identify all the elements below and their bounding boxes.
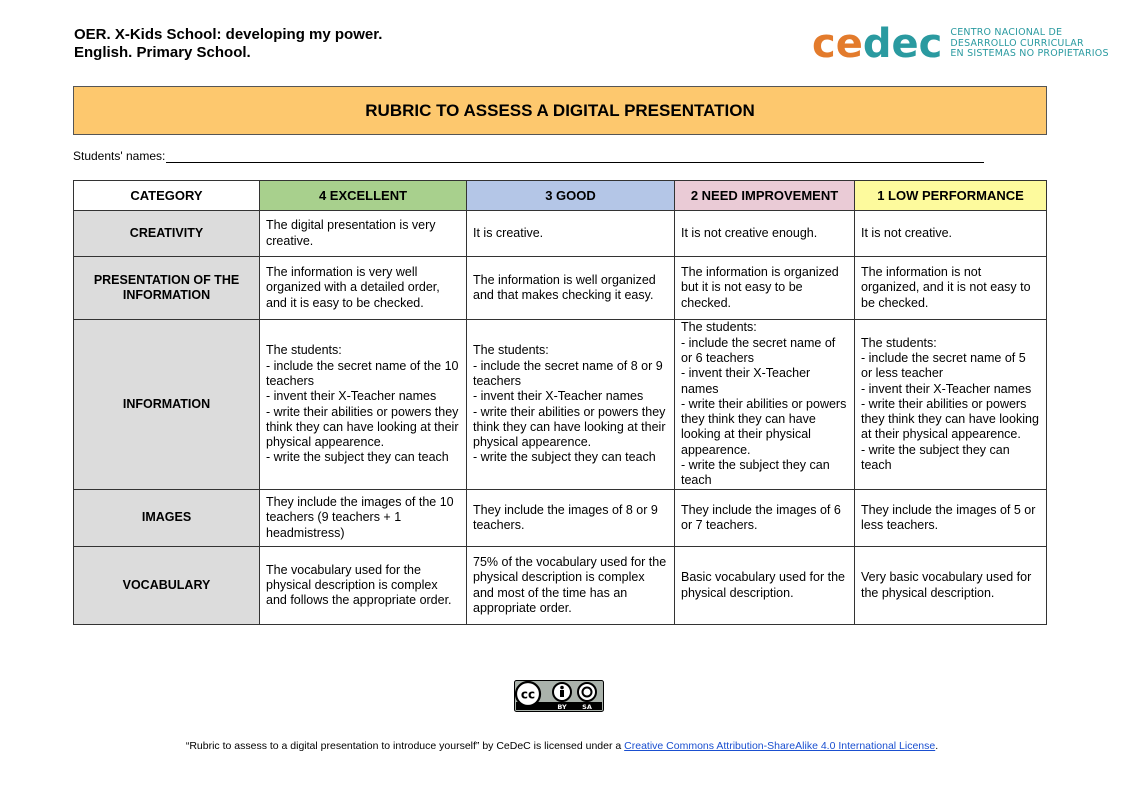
svg-text:cc: cc xyxy=(520,687,536,702)
cell-excellent: The information is very well organized with a detailed order, and it is easy to be checked. xyxy=(260,257,467,320)
cell-excellent: The digital presentation is very creative. xyxy=(260,211,467,257)
header-excellent: 4 EXCELLENT xyxy=(260,181,467,211)
cc-by-sa-license-badge[interactable] xyxy=(514,680,604,712)
cell-low-performance: It is not creative. xyxy=(855,211,1047,257)
license-link[interactable]: Creative Commons Attribution-ShareAlike 4.0 International License xyxy=(624,740,936,752)
license-footer xyxy=(0,740,1124,752)
row-category: INFORMATION xyxy=(74,320,260,490)
cell-good: 75% of the vocabulary used for the physical description is complex and most of the time has an appropriate order. xyxy=(467,547,675,625)
share-alike-icon xyxy=(578,683,596,701)
table-row xyxy=(74,490,1047,547)
cell-good: The students: - include the secret name of 8 or 9 teachers - invent their X-Teacher names - write their abilities or powers they think they can have looking at their physical appearence. - write the subject they can teach xyxy=(467,320,675,490)
row-category: IMAGES xyxy=(74,490,260,547)
logo-wordmark: cedec xyxy=(812,21,943,67)
license-end: . xyxy=(935,740,939,752)
cell-excellent: The vocabulary used for the physical description is complex and follows the appropriate order. xyxy=(260,547,467,625)
row-category: CREATIVITY xyxy=(74,211,260,257)
attribution-icon xyxy=(553,683,571,701)
cell-need-improvement: Basic vocabulary used for the physical description. xyxy=(675,547,855,625)
logo-subtitle: CENTRO NACIONAL DE DESARROLLO CURRICULAR EN SISTEMAS NO PROPIETARIOS xyxy=(950,27,1109,60)
header-low-performance: 1 LOW PERFORMANCE xyxy=(855,181,1047,211)
header-need-improvement: 2 NEED IMPROVEMENT xyxy=(675,181,855,211)
cell-good: It is creative. xyxy=(467,211,675,257)
cell-excellent: They include the images of the 10 teachers (9 teachers + 1 headmistress) xyxy=(260,490,467,547)
table-row xyxy=(74,257,1047,320)
cell-low-performance: The information is not organized, and it is not easy to be checked. xyxy=(855,257,1047,320)
header-category: CATEGORY xyxy=(74,181,260,211)
table-row xyxy=(74,211,1047,257)
row-category: PRESENTATION OF THE INFORMATION xyxy=(74,257,260,320)
cell-low-performance: The students: - include the secret name of 5 or less teacher - invent their X-Teacher names - write their abilities or powers they think they can have looking at their physical appearence. - write the subject they can teach xyxy=(855,320,1047,490)
header-line-2: English. Primary School. xyxy=(74,44,251,61)
cell-low-performance: Very basic vocabulary used for the physical description. xyxy=(855,547,1047,625)
row-category: VOCABULARY xyxy=(74,547,260,625)
cell-low-performance: They include the images of 5 or less teachers. xyxy=(855,490,1047,547)
cell-need-improvement: It is not creative enough. xyxy=(675,211,855,257)
table-row xyxy=(74,320,1047,490)
cell-good: The information is well organized and that makes checking it easy. xyxy=(467,257,675,320)
table-row xyxy=(74,547,1047,625)
cell-need-improvement: The information is organized but it is not easy to be checked. xyxy=(675,257,855,320)
table-header-row xyxy=(74,181,1047,211)
badge-sa-label: SA xyxy=(582,703,592,711)
header-good: 3 GOOD xyxy=(467,181,675,211)
students-names-field[interactable] xyxy=(73,149,984,163)
header-line-1: OER. X-Kids School: developing my power. xyxy=(74,26,383,43)
license-text: “Rubric to assess to a digital presentation to introduce yourself” by CeDeC is licensed under a xyxy=(185,740,625,752)
rubric-table xyxy=(73,180,1047,625)
cell-need-improvement: They include the images of 6 or 7 teachers. xyxy=(675,490,855,547)
cell-need-improvement: The students: - include the secret name of or 6 teachers - invent their X-Teacher names - write their abilities or powers they think they can have looking at their physical appearence. - write the subject they can teach xyxy=(675,320,855,490)
students-names-line[interactable] xyxy=(166,150,984,163)
badge-by-label: BY xyxy=(557,703,567,711)
cc-icon xyxy=(516,682,540,706)
cell-excellent: The students: - include the secret name of the 10 teachers - invent their X-Teacher names - write their abilities or powers they think they can have looking at their physical appearence. - write the subject they can teach xyxy=(260,320,467,490)
document-header xyxy=(74,26,382,62)
cell-good: They include the images of 8 or 9 teachers. xyxy=(467,490,675,547)
rubric-title: RUBRIC TO ASSESS A DIGITAL PRESENTATION xyxy=(73,86,1047,135)
cedec-logo xyxy=(812,22,1109,66)
students-names-label: Students' names: xyxy=(73,149,166,163)
